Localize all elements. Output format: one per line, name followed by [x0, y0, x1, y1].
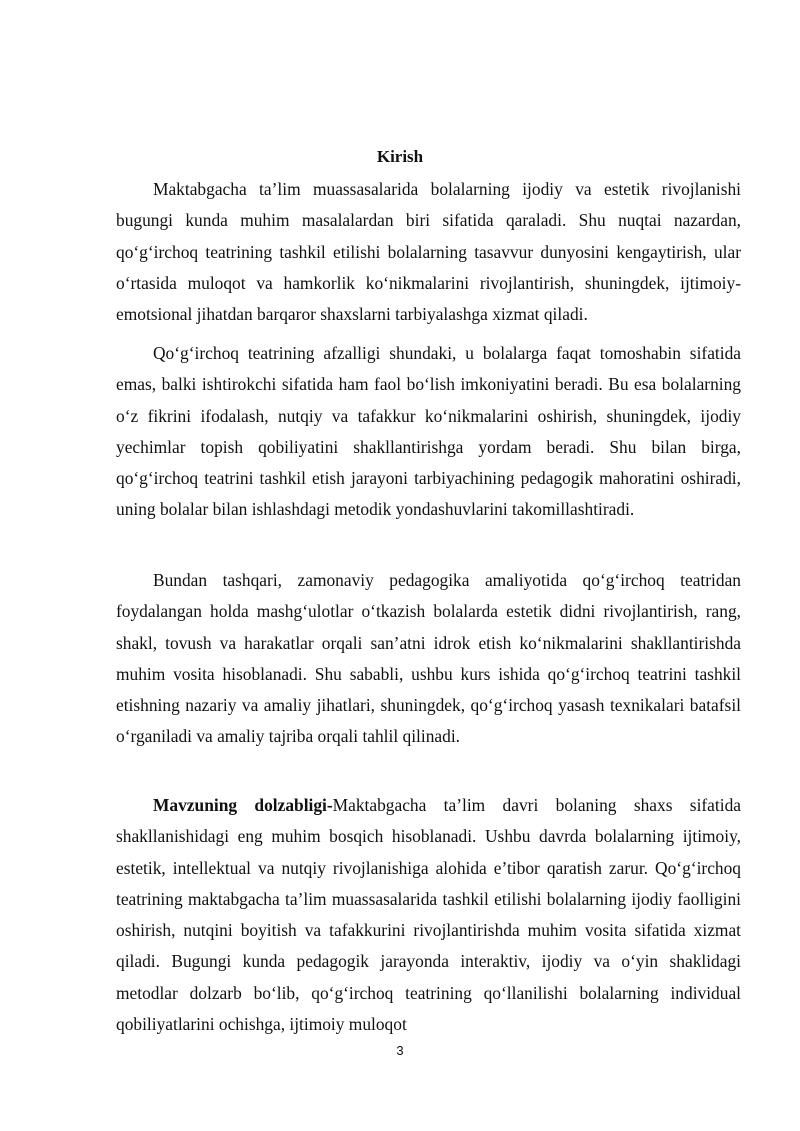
paragraph-3: Bundan tashqari, zamonaviy pedagogika amaliyotida qo‘g‘irchoq teatridan foydalangan holda mashg‘ulotlar o‘tkazish bolalarda estetik didni rivojlantirish, rang, shakl, tovush va harakatlar orqali san’atni idrok etish ko‘nikmalarini shakllantirishda muhim vosita hisoblanadi. Shu sababli, ushbu kurs ishida qo‘g‘irchoq teatrini tashkil etishning nazariy va amaliy jihatlari, shuningdek, qo‘g‘irchoq yasash texnikalari batafsil o‘rganiladi va amaliy tajriba orqali tahlil qilinadi.	[116, 570, 741, 747]
relevance-text: Maktabgacha ta’lim davri bolaning shaxs sifatida shakllanishidagi eng muhim bosqich hisoblanadi. Ushbu davrda bolalarning ijtimoiy, estetik, intellektual va nutqiy rivojlanishiga alohida e’tibor qaratish zarur. Qo‘g‘irchoq teatrining maktabgacha ta’lim muassasalarida tashkil etilishi bolalarning ijodiy faolligini oshirish, nutqini boyitish va tafakkurini rivojlantirishda muhim vosita sifatida xizmat qiladi. Bugungi kunda pedagogik jarayonda interaktiv, ijodiy va o‘yin shaklidagi metodlar dolzarb bo‘lib, qo‘g‘irchoq teatrining qo‘llanilishi bolalarning individual qobiliyatlarini ochishga, ijtimoiy muloqot	[116, 795, 741, 1035]
section-title: Kirish	[376, 147, 424, 166]
paragraph-1: Maktabgacha ta’lim muassasalarida bolalarning ijodiy va estetik rivojlanishi bugungi kunda muhim masalalardan biri sifatida qaraladi. Shu nuqtai nazardan, qo‘g‘irchoq teatrining tashkil etilishi bolalarning tasavvur dunyosini kengaytirish, ular o‘rtasida muloqot va hamkorlik ko‘nikmalarini rivojlantirish, shuningdek, ijtimoiy-emotsional jihatdan barqaror shaxslarni tarbiyalashga xizmat qiladi.	[116, 179, 741, 325]
paragraph-2: Qo‘g‘irchoq teatrining afzalligi shundaki, u bolalarga faqat tomoshabin sifatida emas, balki ishtirokchi sifatida ham faol bo‘lish imkoniyatini beradi. Bu esa bolalarning o‘z fikrini ifodalash, nutqiy va tafakkur ko‘nikmalarini oshirish, shuningdek, ijodiy yechimlar topish qobiliyatini shakllantirishga yordam beradi. Shu bilan birga, qo‘g‘irchoq teatrini tashkil etish jarayoni tarbiyachining pedagogik mahoratini oshiradi, uning bolalar bilan ishlashdagi metodik yondashuvlarini takomillashtiradi.	[116, 343, 741, 520]
page-number: 3	[396, 1043, 404, 1058]
relevance-heading: Mavzuning dolzabligi-	[153, 795, 333, 815]
paragraph-relevance	[116, 790, 741, 1040]
